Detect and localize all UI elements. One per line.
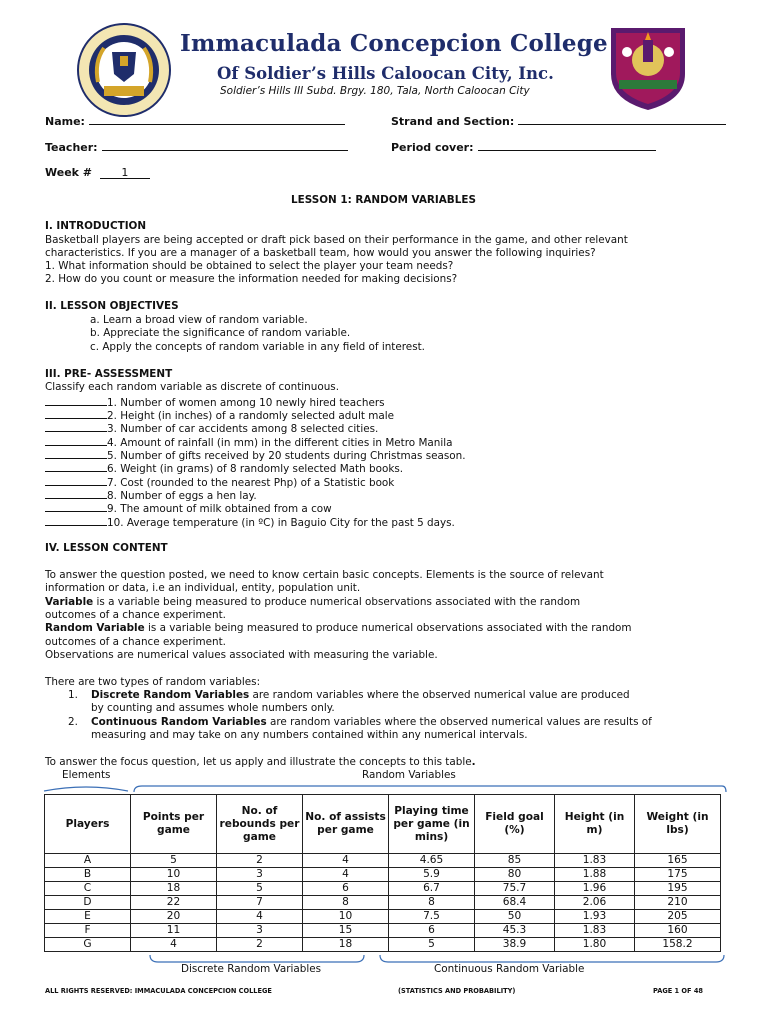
assessment-item: 3. Number of car accidents among 8 selected cities. [45, 421, 378, 436]
table-cell: 160 [635, 924, 721, 938]
table-cell: 165 [635, 854, 721, 868]
college-name: Immaculada Concepcion College [180, 30, 608, 57]
pre-assessment-instruction: Classify each random variable as discrete of continuous. [45, 381, 339, 393]
random-variable-definition: Random Variable is a variable being measured to produce numerical observations associated with the random [45, 622, 632, 634]
table-cell: 18 [131, 882, 217, 896]
week-label: Week # [45, 166, 93, 179]
objectives-heading: II. LESSON OBJECTIVES [45, 300, 179, 312]
table-cell: 175 [635, 868, 721, 882]
table-cell: 5 [131, 854, 217, 868]
table-cell: 7 [217, 896, 303, 910]
assessment-item: 4. Amount of rainfall (in mm) in the different cities in Metro Manila [45, 435, 453, 450]
table-cell: 1.96 [555, 882, 635, 896]
table-cell: 20 [131, 910, 217, 924]
table-cell: 68.4 [475, 896, 555, 910]
pre-assessment-heading: III. PRE- ASSESSMENT [45, 368, 173, 380]
table-header: Height (in m) [555, 795, 635, 854]
discrete-bracket [150, 955, 364, 962]
college-subtitle: Of Soldier’s Hills Caloocan City, Inc. [217, 64, 554, 83]
table-cell: 80 [475, 868, 555, 882]
content-paragraph: To answer the question posted, we need to know certain basic concepts. Elements is the source of relevant [45, 569, 604, 581]
college-address: Soldier’s Hills III Subd. Brgy. 180, Tala, North Caloocan City [220, 85, 530, 97]
discrete-label: Discrete Random Variables [181, 963, 322, 975]
table-row [45, 910, 721, 924]
table-cell: G [45, 938, 131, 952]
table-header: No. of assists per game [303, 795, 389, 854]
table-row [45, 896, 721, 910]
table-row [45, 938, 721, 952]
table-cell: 5 [389, 938, 475, 952]
discrete-definition: Discrete Random Variables are random variables where the observed numerical value are produced [91, 689, 630, 701]
table-cell: B [45, 868, 131, 882]
table-cell: E [45, 910, 131, 924]
table-cell: 50 [475, 910, 555, 924]
table-cell: 5 [217, 882, 303, 896]
table-cell: 205 [635, 910, 721, 924]
table-cell: 8 [389, 896, 475, 910]
table-cell: 1.88 [555, 868, 635, 882]
assessment-item: 5. Number of gifts received by 20 students during Christmas season. [45, 448, 466, 463]
table-cell: 1.93 [555, 910, 635, 924]
table-cell: 3 [217, 924, 303, 938]
table-cell: 4 [217, 910, 303, 924]
assessment-item: 10. Average temperature (in ºC) in Baguio City for the past 5 days. [45, 515, 455, 530]
table-row [45, 854, 721, 868]
table-cell: 15 [303, 924, 389, 938]
footer-page-number: PAGE 1 OF 48 [653, 987, 704, 995]
table-cell: 8 [303, 896, 389, 910]
assessment-item: 1. Number of women among 10 newly hired teachers [45, 395, 385, 410]
teacher-label: Teacher: [45, 141, 98, 154]
intro-heading: I. INTRODUCTION [45, 220, 147, 232]
table-cell: 6.7 [389, 882, 475, 896]
objective-item: c. Apply the concepts of random variable in any field of interest. [90, 341, 425, 353]
variable-definition: Variable is a variable being measured to produce numerical observations associated with the random [45, 596, 581, 608]
table-cell: 22 [131, 896, 217, 910]
table-cell: 45.3 [475, 924, 555, 938]
strand-label: Strand and Section: [391, 115, 515, 128]
objective-item: b. Appreciate the significance of random variable. [90, 327, 351, 339]
objective-item: a. Learn a broad view of random variable. [90, 314, 308, 326]
table-header: Players [45, 795, 131, 854]
intro-line: Basketball players are being accepted or draft pick based on their performance in the game, and other relevant [45, 234, 628, 246]
name-label: Name: [45, 115, 85, 128]
table-row [45, 924, 721, 938]
table-cell: 2 [217, 854, 303, 868]
table-header: Field goal (%) [475, 795, 555, 854]
content-paragraph: information or data, i.e an individual, entity, population unit. [45, 582, 361, 594]
table-header: No. of rebounds per game [217, 795, 303, 854]
table-cell: 210 [635, 896, 721, 910]
footer-rights: ALL RIGHTS RESERVED: IMMACULADA CONCEPCION COLLEGE [45, 987, 272, 995]
assessment-item: 7. Cost (rounded to the nearest Php) of a Statistic book [45, 475, 394, 490]
table-cell: 38.9 [475, 938, 555, 952]
table-row [45, 868, 721, 882]
table-row [45, 882, 721, 896]
table-header-row [45, 795, 721, 854]
observations-definition: Observations are numerical values associated with measuring the variable. [45, 649, 438, 661]
week-value: 1 [121, 166, 129, 179]
table-cell: 4.65 [389, 854, 475, 868]
table-cell: 10 [303, 910, 389, 924]
table-cell: 6 [303, 882, 389, 896]
elements-bracket [44, 787, 128, 791]
table-cell: 158.2 [635, 938, 721, 952]
table-header: Weight (in lbs) [635, 795, 721, 854]
table-cell: 4 [303, 868, 389, 882]
assessment-item: 9. The amount of milk obtained from a cow [45, 501, 332, 516]
random-variable-definition-cont: outcomes of a chance experiment. [45, 636, 226, 648]
table-cell: D [45, 896, 131, 910]
period-label: Period cover: [391, 141, 474, 154]
intro-line: characteristics. If you are a manager of a basketball team, how would you answer the following inquiries? [45, 247, 596, 259]
table-cell: 7.5 [389, 910, 475, 924]
intro-line: 1. What information should be obtained to select the player your team needs? [45, 260, 454, 272]
table-header: Playing time per game (in mins) [389, 795, 475, 854]
continuous-definition-cont: measuring and may take on any numbers contained within any numerical intervals. [91, 729, 528, 741]
types-intro: There are two types of random variables: [45, 676, 261, 688]
table-cell: F [45, 924, 131, 938]
assessment-item: 6. Weight (in grams) of 8 randomly selected Math books. [45, 461, 403, 476]
table-cell: 2 [217, 938, 303, 952]
random-variables-bracket [134, 786, 726, 792]
table-cell: 1.83 [555, 854, 635, 868]
random-variables-label: Random Variables [362, 769, 456, 781]
table-cell: 2.06 [555, 896, 635, 910]
table-cell: 6 [389, 924, 475, 938]
table-cell: 4 [131, 938, 217, 952]
elements-label: Elements [62, 769, 111, 781]
content-heading: IV. LESSON CONTENT [45, 542, 168, 554]
table-cell: 195 [635, 882, 721, 896]
type-number: 1. [68, 689, 78, 701]
table-cell: 18 [303, 938, 389, 952]
variable-definition-cont: outcomes of a chance experiment. [45, 609, 226, 621]
table-cell: 1.80 [555, 938, 635, 952]
players-table [44, 794, 721, 952]
table-cell: A [45, 854, 131, 868]
discrete-definition-cont: by counting and assumes whole numbers only. [91, 702, 335, 714]
table-cell: C [45, 882, 131, 896]
table-header: Points per game [131, 795, 217, 854]
table-cell: 11 [131, 924, 217, 938]
table-cell: 5.9 [389, 868, 475, 882]
focus-question: To answer the focus question, let us apply and illustrate the concepts to this table. [45, 756, 476, 768]
assessment-item: 2. Height (in inches) of a randomly selected adult male [45, 408, 394, 423]
intro-line: 2. How do you count or measure the information needed for making decisions? [45, 273, 458, 285]
continuous-definition: Continuous Random Variables are random variables where the observed numerical values are results of [91, 716, 652, 728]
table-cell: 85 [475, 854, 555, 868]
type-number: 2. [68, 716, 78, 728]
table-cell: 10 [131, 868, 217, 882]
continuous-bracket [380, 955, 724, 962]
table-cell: 4 [303, 854, 389, 868]
table-cell: 75.7 [475, 882, 555, 896]
footer-subject: (STATISTICS AND PROBABILITY) [398, 987, 516, 995]
lesson-title: LESSON 1: RANDOM VARIABLES [291, 194, 476, 206]
continuous-label: Continuous Random Variable [434, 963, 585, 975]
table-cell: 1.83 [555, 924, 635, 938]
table-cell: 3 [217, 868, 303, 882]
assessment-item: 8. Number of eggs a hen lay. [45, 488, 257, 503]
